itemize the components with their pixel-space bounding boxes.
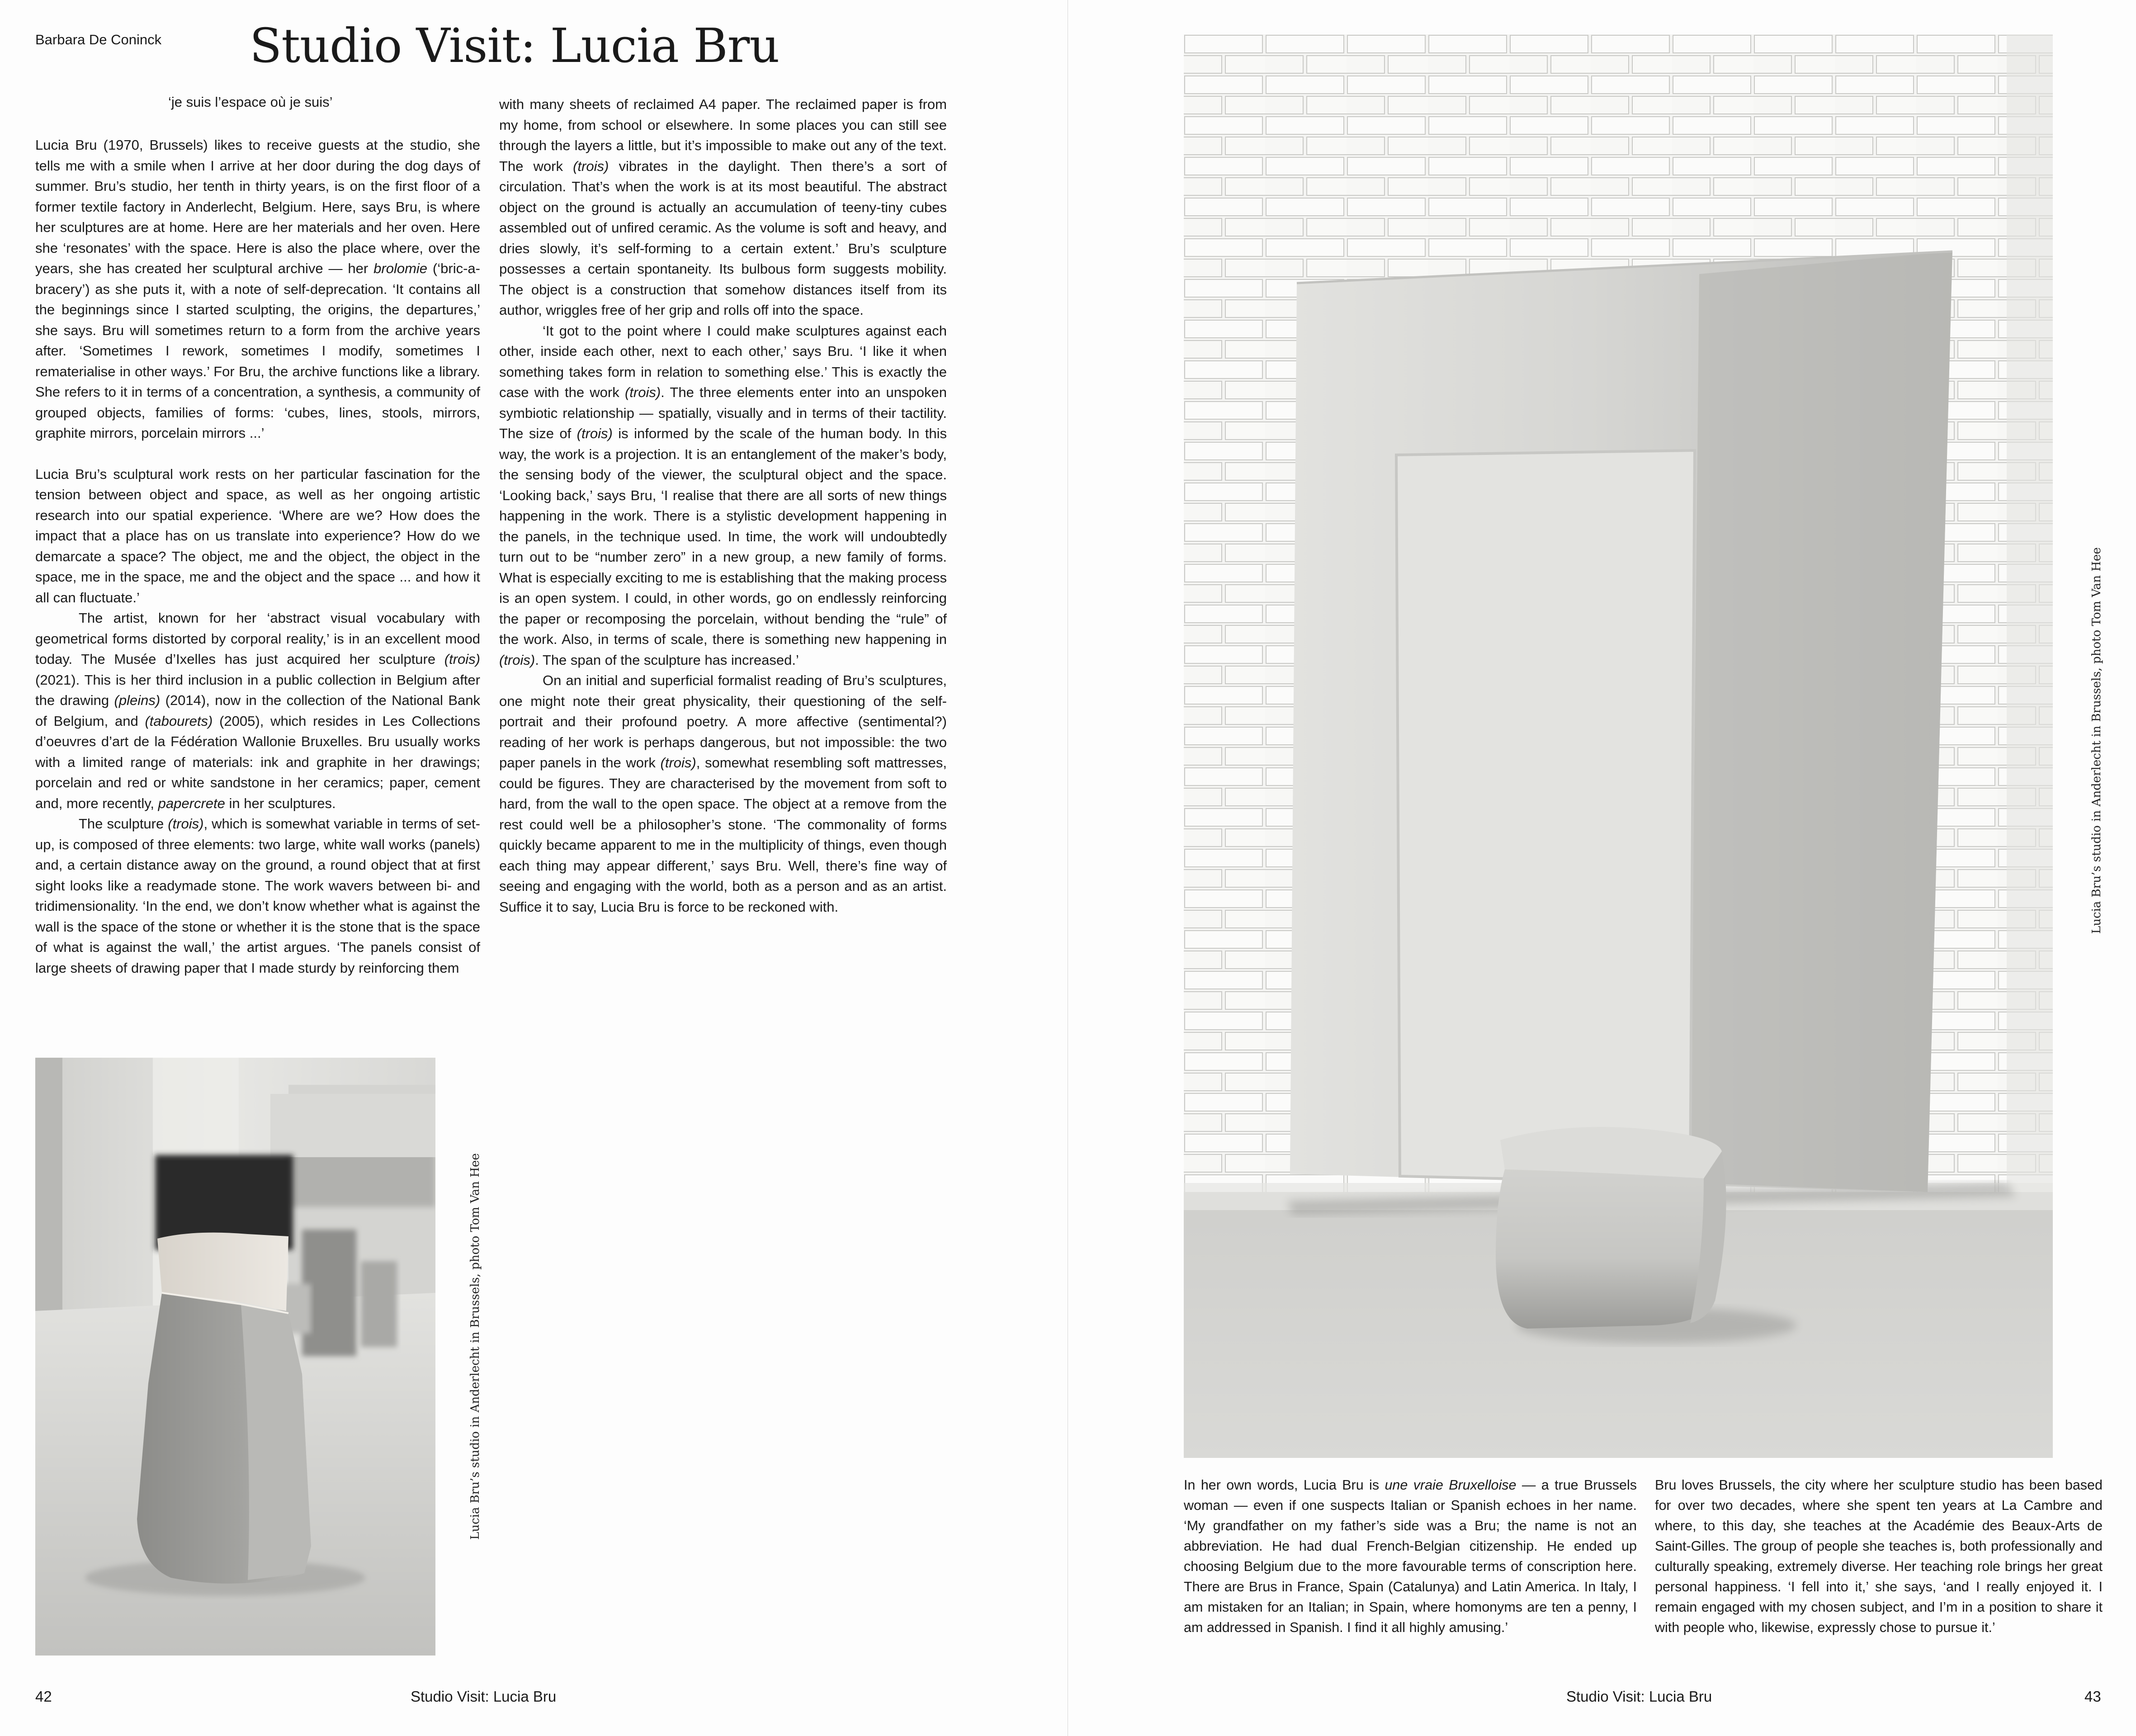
paragraph — [499, 670, 947, 917]
italic-text: (trois) — [168, 816, 204, 832]
italic-text: (trois) — [573, 158, 609, 174]
text-run: with many sheets of reclaimed A4 paper. The reclaimed paper is from my home, from school or elsewhere. In some places you can still see through the layers a little, but it’s impossible to make out any of the text. The work — [499, 96, 947, 174]
italic-text: papercrete — [158, 795, 225, 811]
page-number-left: 42 — [35, 1688, 52, 1705]
italic-text: une vraie Bruxelloise — [1385, 1477, 1517, 1493]
paragraph — [499, 94, 947, 321]
text-run: — a true Brussels woman — even if one suspects Italian or Spanish echoes in her name. ‘My grandfather on my father’s side was a Bru; the name is not an abbreviation. He had dual French-Belgian citizenship. He ended up choosing Belgium due to the more favourable terms of conscription here. There are Brus in France, Spain (Catalunya) and Latin America. In Italy, I am mistaken for an Italian; in Spain, where homonyms are ten a penny, I am addressed in Spanish. I find it all highly amusing.’ — [1184, 1477, 1637, 1635]
article-title: Studio Visit: Lucia Bru — [250, 18, 780, 73]
italic-text: (pleins) — [114, 692, 161, 708]
text-run: (2021). This is her third inclusion in a public collection in Belgium after the drawing — [35, 672, 480, 708]
text-run: The sculpture — [79, 816, 168, 832]
studio-photo-panel — [1184, 34, 2053, 1458]
text-column-3 — [1184, 1475, 1637, 1638]
text-run: , which is somewhat variable in terms of set-up, is composed of three elements: two large, white wall works (panels) and, a certain distance away on the ground, a round object that at first sight looks like a readymade stone. The work wavers between bi- and tridimensionality. ‘In the end, we don’t know whether what is against the wall is the space of the stone or whether it is the stone that is the space of what is against the wall,’ the artist argues. ‘The panels consist of large sheets of drawing paper that I made sturdy by reinforcing them — [35, 816, 480, 976]
paragraph — [35, 464, 480, 608]
paragraph — [1184, 1475, 1637, 1638]
text-run: ‘It got to the point where I could make sculptures against each other, inside each other, next to each other,’ says Bru. ‘I like it when something takes form in relation to something else.’ This is exactly the case with the work — [499, 322, 947, 400]
text-run: Lucia Bru (1970, Brussels) likes to receive guests at the studio, she tells me with a smile when I arrive at her door during the dog days of summer. Bru’s studio, her tenth in thirty years, is on the first floor of a former textile factory in Anderlecht, Belgium. Here, says Bru, is where her sculptures are at home. Here are her materials and her oven. Here she ‘resonates’ with the space. Here is also the place where, over the years, she has created her sculptural archive — her — [35, 137, 480, 276]
text-run: In her own words, Lucia Bru is — [1184, 1477, 1385, 1493]
italic-text: (trois) — [577, 426, 613, 441]
text-run: is informed by the scale of the human body. In this way, the work is a projection. It is an entanglement of the maker’s body, the sensing body of the viewer, the sculptural object and the space. ‘Looking back,’ says Bru, ‘I realise that there are all sorts of new things happening in the work. There is a stylistic development happening in the panels, in the technique used. In time, the work will undoubtedly turn out to be “number zero” in a new group, a new family of forms. What is especially exciting to me is establishing that the making process is an open system. I could, in other words, go on endlessly reinforcing the paper or recomposing the porcelain, without bending the “rule” of the work. Also, in terms of scale, there is something new happening in — [499, 426, 947, 647]
paragraph — [499, 321, 947, 671]
text-run: The artist, known for her ‘abstract visual vocabulary with geometrical forms distorted by corporal reality,’ is in an excellent mood today. The Musée d’Ixelles has just acquired her sculpture — [35, 610, 480, 667]
paragraph — [35, 135, 480, 444]
text-run: Lucia Bru’s sculptural work rests on her particular fascination for the tension between object and space, as well as her ongoing artistic research into our spatial experience. ‘Where are we? How does the impact that a place has on us translate into experience? How do we demarcate a space? The object, me and the object, the object in the space, me in the space, me and the object and the space ... and how it all can fluctuate.’ — [35, 466, 480, 605]
italic-text: (trois) — [660, 755, 696, 771]
studio-photo-stool — [35, 1058, 435, 1656]
running-title-right: Studio Visit: Lucia Bru — [1566, 1688, 1712, 1705]
paragraph — [1655, 1475, 2103, 1638]
text-run: . The span of the sculpture has increased.’ — [535, 652, 799, 668]
running-title-left: Studio Visit: Lucia Bru — [411, 1688, 557, 1705]
italic-text: (trois) — [499, 652, 535, 668]
text-run: in her sculptures. — [225, 795, 336, 811]
text-column-1 — [35, 135, 480, 978]
stool-sculpture-image — [35, 1058, 435, 1656]
text-run: (2014), now in the collection of the National Bank of Belgium, and — [35, 692, 480, 729]
panel-sculpture-image — [1184, 34, 2053, 1458]
author-name: Barbara De Coninck — [35, 32, 162, 47]
italic-text: (trois) — [444, 651, 480, 667]
paragraph — [35, 814, 480, 978]
text-run: (‘bric-a-bracery’) as she puts it, with a note of self-deprecation. ‘It contains all the beginnings since I started sculpting, the origins, the departures,’ she says. Bru will sometimes return to a form from the archive years after. ‘Sometimes I rework, sometimes I modify, sometimes I rematerialise in other ways.’ For Bru, the archive functions like a library. She refers to it in terms of a concentration, a synthesis, a community of grouped objects, families of forms: ‘cubes, lines, stools, mirrors, graphite mirrors, porcelain mirrors ...’ — [35, 260, 480, 441]
italic-text: brolomie — [373, 260, 428, 276]
text-run: . The three elements enter into an unspoken symbiotic relationship — spatially, visually and in terms of their tactility. The size of — [499, 384, 947, 441]
right-page — [1068, 0, 2136, 1736]
photo-caption-right: Lucia Bru’s studio in Anderlecht in Brussels, photo Tom Van Hee — [2090, 547, 2103, 934]
text-column-2 — [499, 94, 947, 917]
photo-caption-left: Lucia Bru’s studio in Anderlecht in Brussels, photo Tom Van Hee — [468, 1153, 482, 1540]
italic-text: (trois) — [624, 384, 661, 400]
text-run: , somewhat resembling soft mattresses, could be figures. They are characterised by the movement from soft to hard, from the wall to the open space. The object at a remove from the rest could well be a philosopher’s stone. ‘The commonality of forms quickly became apparent to me in the multiplicity of things, even though each thing may appear different,’ says Bru. Well, there’s fine way of seeing and engaging with the world, both as a person and as an artist. Suffice it to say, Lucia Bru is force to be reckoned with. — [499, 755, 947, 915]
paragraph — [35, 608, 480, 814]
italic-text: (tabourets) — [145, 713, 213, 729]
text-run: Bru loves Brussels, the city where her sculpture studio has been based for over two decades, where she spent ten years at La Cambre and where, to this day, she teaches at the Académie des Beaux-Arts de Saint-Gilles. The group of people she teaches is, both professionally and culturally speaking, extremely diverse. Her teaching role brings her great personal happiness. ‘I fell into it,’ she says, ‘and I really enjoyed it. I remain engaged with my chosen subject, and I’m in a position to share it with people who, likewise, expressly chose to pursue it.’ — [1655, 1477, 2103, 1635]
text-run: vibrates in the daylight. Then there’s a sort of circulation. That’s when the work is at its most beautiful. The abstract object on the ground is actually an accumulation of teeny-tiny cubes assembled out of unfired ceramic. As the volume is soft and heavy, and dries slowly, it’s self-forming to a certain extent.’ Bru’s sculpture possesses a certain spontaneity. Its bulbous form suggests mobility. The object is a construction that somehow distances itself from its author, wriggles free of her grip and rolls off into the space. — [499, 158, 947, 318]
text-run: On an initial and superficial formalist reading of Bru’s sculptures, one might note their great physicality, their questioning of the self-portrait and their profound poetry. A more affective (sentimental?) reading of her work is perhaps dangerous, but not impossible: the two paper panels in the work — [499, 672, 947, 771]
page-number-right: 43 — [2084, 1688, 2101, 1705]
text-column-4 — [1655, 1475, 2103, 1638]
text-run: (2005), which resides in Les Collections d’oeuvres d’art de la Fédération Wallonie Bruxelles. Bru usually works with a limited range of materials: ink and graphite in her drawings; porcelain and red or white sandstone in her ceramics; paper, cement and, more recently, — [35, 713, 480, 811]
epigraph: ‘je suis l’espace où je suis’ — [168, 94, 333, 110]
